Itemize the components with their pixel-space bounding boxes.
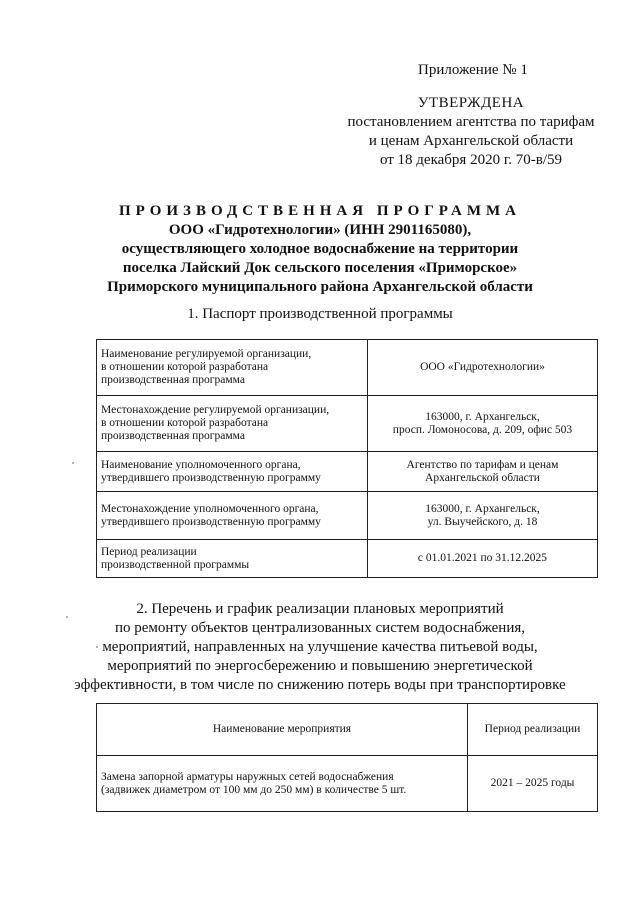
passport-value: Агентство по тарифам и ценам Архангельской области: [368, 452, 598, 492]
passport-label: Период реализации производственной программы: [97, 540, 368, 578]
program-heading-line: ООО «Гидротехнологии» (ИНН 2901165080),: [168, 222, 472, 238]
section-1-title: 1. Паспорт производственной программы: [187, 306, 453, 322]
program-heading-line: осуществляющего холодное водоснабжение на территории: [121, 241, 519, 257]
events-header-period: Период реализации: [468, 704, 598, 756]
passport-value: ООО «Гидротехнологии»: [368, 340, 598, 396]
passport-label: Местонахождение уполномоченного органа, утвердившего производственную программу: [97, 492, 368, 540]
passport-value: 163000, г. Архангельск, ул. Выучейского, д. 18: [368, 492, 598, 540]
events-row: [97, 756, 598, 812]
passport-row: [97, 396, 598, 452]
program-heading-line: поселка Лайский Док сельского поселения «Приморское»: [122, 260, 518, 276]
passport-value: 163000, г. Архангельск, просп. Ломоносова, д. 209, офис 503: [368, 396, 598, 452]
program-heading: [60, 202, 580, 297]
appendix-number: Приложение № 1: [418, 62, 528, 78]
scan-speck: [66, 616, 68, 618]
passport-row: [97, 492, 598, 540]
approval-line: и ценам Архангельской области: [368, 133, 574, 149]
events-header-row: [97, 704, 598, 756]
scan-speck: [96, 646, 98, 648]
program-heading-line: Приморского муниципального района Архангельской области: [107, 279, 533, 295]
passport-label: Наименование регулируемой организации, в отношении которой разработана производственная программа: [97, 340, 368, 396]
approval-stamp: [340, 94, 602, 170]
passport-row: [97, 340, 598, 396]
event-name: Замена запорной арматуры наружных сетей водоснабжения (задвижек диаметром от 100 мм до 250 мм) в количестве 5 шт.: [97, 756, 468, 812]
passport-row: [97, 540, 598, 578]
program-title: ПРОИЗВОДСТВЕННАЯ ПРОГРАММА: [118, 203, 521, 219]
scan-speck: [72, 462, 74, 464]
events-header-name: Наименование мероприятия: [97, 704, 468, 756]
events-table: [96, 703, 598, 812]
passport-row: [97, 452, 598, 492]
approval-title: УТВЕРЖДЕНА: [417, 95, 525, 111]
passport-label: Местонахождение регулируемой организации, в отношении которой разработана производственная программа: [97, 396, 368, 452]
passport-table: [96, 339, 598, 578]
event-period: 2021 – 2025 годы: [468, 756, 598, 812]
approval-line: постановлением агентства по тарифам: [347, 114, 595, 130]
approval-line: от 18 декабря 2020 г. 70-в/59: [379, 152, 563, 168]
section-2-title: 2. Перечень и график реализации плановых мероприятий по ремонту объектов централизованных систем водоснабжения, мероприятий, направленных на улучшение качества питьевой воды, мероприятий по энергосбережению и повышению энергетической эффективности, в том числе по снижению потерь воды при транспортировке: [74, 601, 566, 693]
passport-value: с 01.01.2021 по 31.12.2025: [368, 540, 598, 578]
passport-label: Наименование уполномоченного органа, утвердившего производственную программу: [97, 452, 368, 492]
